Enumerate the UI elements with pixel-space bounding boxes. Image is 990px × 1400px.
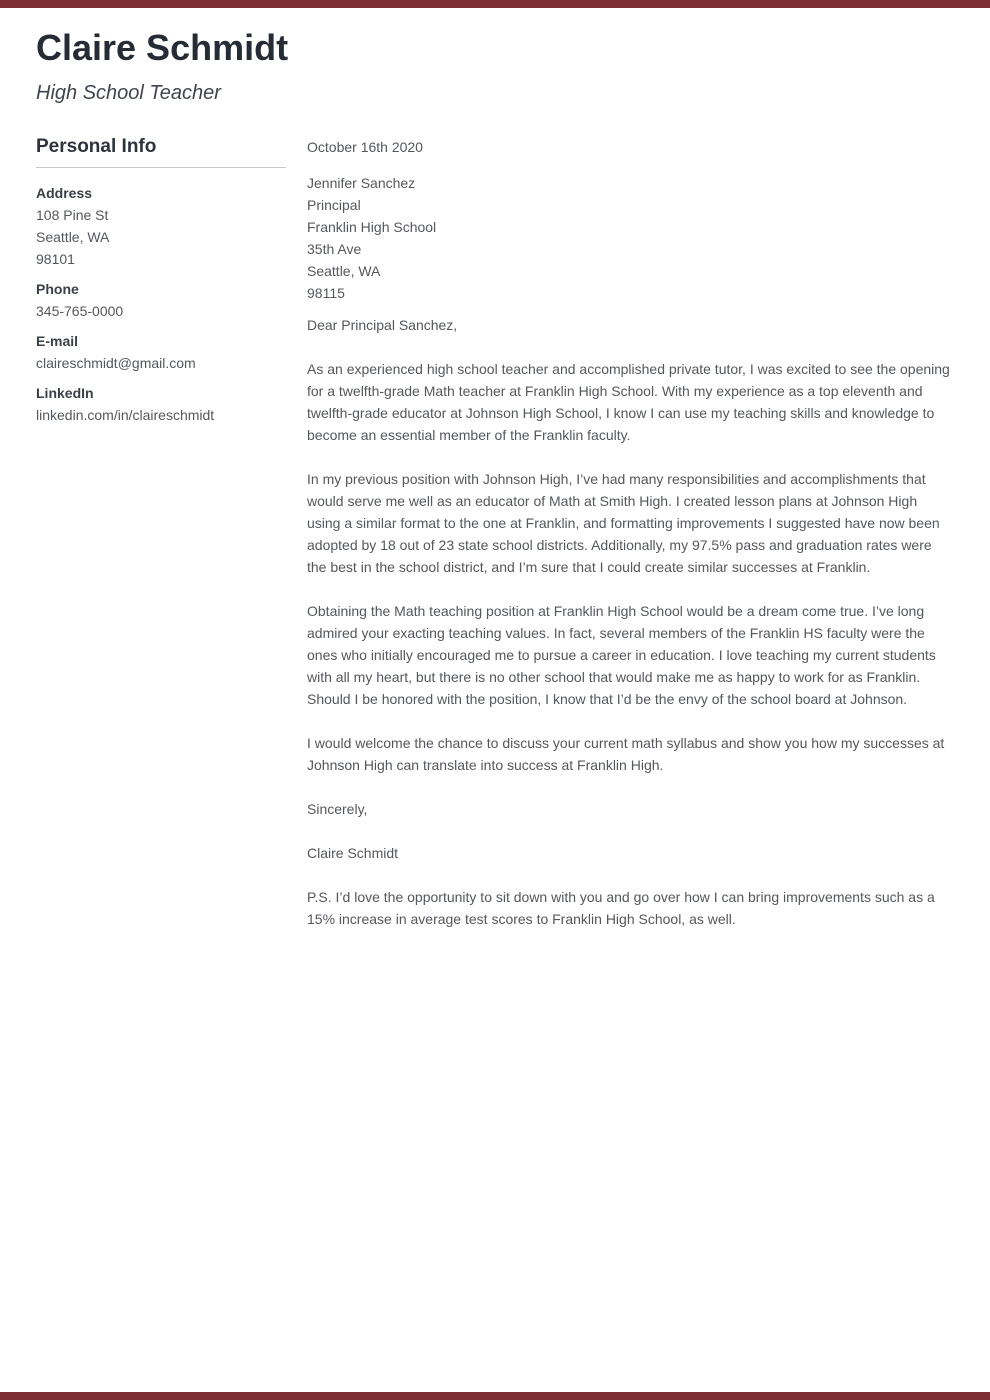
- top-accent-bar: [0, 0, 990, 8]
- sidebar-heading: Personal Info: [36, 135, 157, 157]
- recipient-name: Jennifer Sanchez: [307, 174, 416, 191]
- two-column-layout: [36, 136, 950, 952]
- bottom-accent-bar: [0, 1392, 990, 1400]
- sidebar-divider: [36, 167, 286, 168]
- candidate-name: Claire Schmidt: [36, 27, 289, 68]
- recipient-street: 35th Ave: [307, 240, 362, 257]
- recipient-block: [307, 172, 950, 304]
- sidebar-group-linkedin: [36, 382, 286, 426]
- recipient-organization: Franklin High School: [307, 218, 437, 235]
- recipient-city: Seattle, WA: [307, 262, 381, 279]
- letter-paragraph-2: In my previous position with Johnson High, I’ve had many responsibilities and accomplishments that would serve me well as an educator of Math at Smith High. I created lesson plans at Johnson High using a similar format to the one at Franklin, and formatting improvements I suggested have now been adopted by 18 out of 23 state school districts. Additionally, my 97.5% pass and graduation rates were the best in the school district, and I’m sure that I could create similar successes at Franklin.: [307, 470, 940, 575]
- signature-name: Claire Schmidt: [307, 844, 399, 861]
- phone-value: 345-765-0000: [36, 303, 124, 320]
- address-line: Seattle, WA: [36, 229, 110, 246]
- address-line: 98101: [36, 251, 75, 268]
- letter-paragraph-1: As an experienced high school teacher and accomplished private tutor, I was excited to see the opening for a twelfth-grade Math teacher at Franklin High School. With my experience as a top eleventh and twelfth-grade educator at Johnson High School, I know I can use my teaching skills and knowledge to become an essential member of the Franklin faculty.: [307, 360, 950, 443]
- letter-body: [307, 136, 950, 952]
- sidebar-group-email: [36, 330, 286, 374]
- letter-paragraph-4: I would welcome the chance to discuss your current math syllabus and show you how my successes at Johnson High can translate into success at Franklin High.: [307, 734, 945, 773]
- closing: Sincerely,: [307, 800, 368, 817]
- email-label: E-mail: [36, 333, 79, 350]
- recipient-title: Principal: [307, 196, 361, 213]
- phone-label: Phone: [36, 281, 79, 298]
- recipient-zip: 98115: [307, 284, 345, 301]
- letter-paragraph-3: Obtaining the Math teaching position at Franklin High School would be a dream come true. I’ve long admired your exacting teaching values. In fact, several members of the Franklin HS faculty were the ones who initially encouraged me to pursue a career in education. I love teaching my current students with all my heart, but there is no other school that would make me as happy to work for as Franklin. Should I be honored with the position, I know that I’d be the envy of the school board at Johnson.: [307, 602, 936, 707]
- sidebar-group-phone: [36, 278, 286, 322]
- postscript: P.S. I’d love the opportunity to sit down with you and go over how I can bring improvements such as a 15% increase in average test scores to Franklin High School, as well.: [307, 888, 935, 927]
- address-label: Address: [36, 185, 93, 202]
- letter-date: October 16th 2020: [307, 138, 423, 155]
- address-line: 108 Pine St: [36, 207, 109, 224]
- email-value: claireschmidt@gmail.com: [36, 355, 196, 372]
- salutation: Dear Principal Sanchez,: [307, 316, 458, 333]
- personal-info-sidebar: [36, 136, 286, 952]
- linkedin-label: LinkedIn: [36, 385, 94, 402]
- sidebar-group-address: [36, 182, 286, 270]
- linkedin-value: linkedin.com/in/claireschmidt: [36, 407, 215, 424]
- candidate-job-title: High School Teacher: [36, 81, 221, 104]
- document-header: [36, 28, 950, 105]
